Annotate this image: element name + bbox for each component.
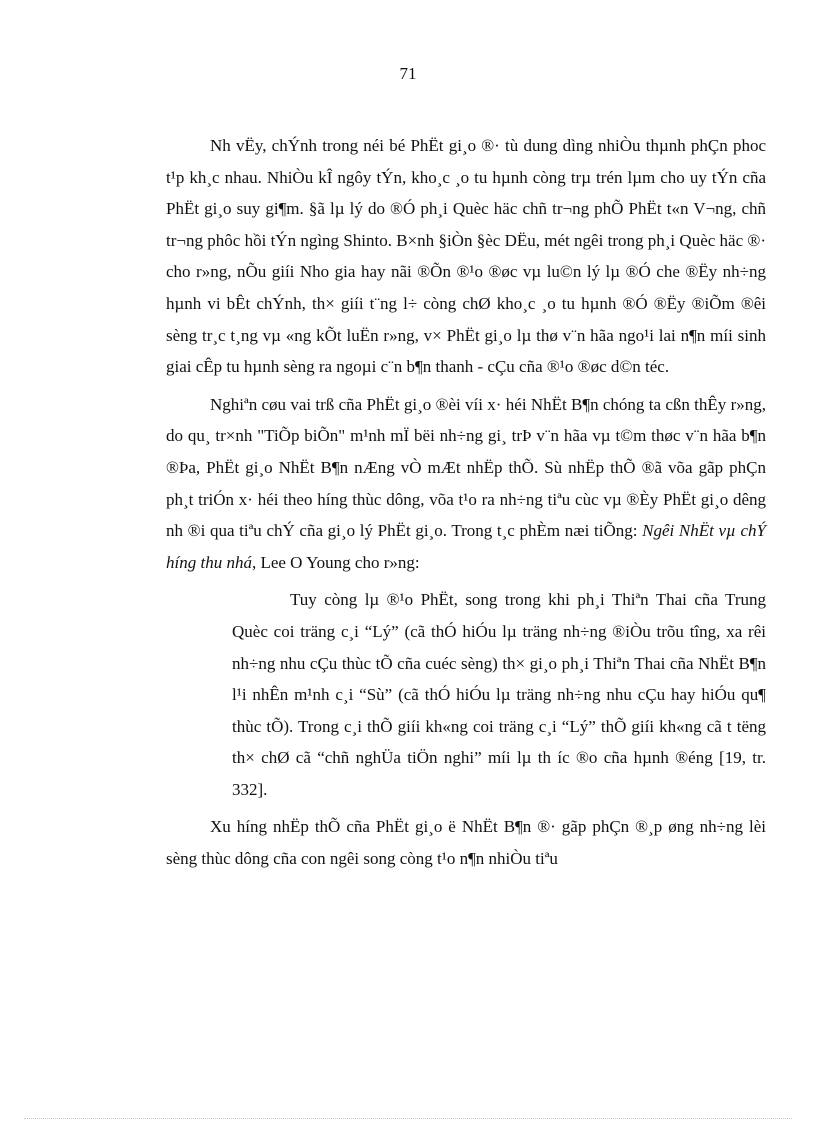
paragraph-2-tail: , Lee O Young cho r»ng: [251,552,420,572]
footer-divider [24,1118,792,1119]
paragraph-2 [166,389,766,579]
book-title: Ngêi NhËt vµ chÝ híng thu nhá [166,521,766,572]
page-number: 71 [399,64,417,83]
body-text [166,130,766,875]
block-quote: Tuy còng lµ ®¹o PhËt, song trong khi ph¸i Thiªn Thai cña Trung Quèc coi träng c¸i “Lý” (cã thÓ hiÓu lµ träng nh÷ng ®iÒu trõu tîng, xa rêi nh÷ng nhu cÇu thùc tÕ cña cuéc sèng) th× gi¸o ph¸i Thiªn Thai cña NhËt B¶n l¹i nhÊn m¹nh c¸i “Sù” (cã thÓ hiÓu lµ träng nh÷ng nhu cÇu hay hiÓu qu¶ thùc tÕ). Trong c¸i thÕ giíi kh«ng coi träng c¸i “Lý” thÕ giíi kh«ng cã t tëng th× chØ cã “chñ nghÜa tiÖn nghi” míi lµ th íc ®o cña hµnh ®éng [19, tr. 332]. [232,590,766,799]
paragraph-1: Nh vËy, chÝnh trong néi bé PhËt gi¸o ®· tù dung dìng nhiÒu thµnh phÇn phoc t¹p kh¸c nhau. NhiÒu kÎ ngôy tÝn, kho¸c ¸o tu hµnh còng trµ trén lµm cho uy tÝn cña PhËt gi¸o suy gi¶m. §ã lµ lý do ®Ó ph¸i Quèc häc chñ tr¬ng phÕ PhËt t«n V¬ng, chñ tr¬ng phôc hồi tÝn ngìng Shinto. B×nh §iÒn §èc DËu, mét ngêi trong ph¸i Quèc häc ®· cho r»ng, nÕu giíi Nho gia hay nãi ®Õn ®¹o ®øc vµ lu©n lý lµ ®Ó che ®Ëy nh÷ng hµnh vi bÊt chÝnh, th× giíi t¨ng l÷ còng chØ kho¸c ¸o tu hµnh ®Ó ®Ëy ®iÕm ®êi sèng tr¸c t¸ng vµ «ng kÕt luËn r»ng, v× PhËt gi¸o lµ thø v¨n hãa ngo¹i lai n¶n míi sinh giai cÊp tu hµnh sèng ra ngoµi c¨n b¶n thanh - cÇu cña ®¹o ®øc d©n téc. [166,136,766,377]
paragraph-2-text: Nghiªn cøu vai trß cña PhËt gi¸o ®èi víi x· héi NhËt B¶n chóng ta cßn thÊy r»ng, do qu¸ tr×nh "TiÕp biÕn" m¹nh mÏ bëi nh÷ng gi¸ trÞ v¨n hãa vµ t©m thøc v¨n hãa b¶n ®Þa, PhËt gi¸o NhËt B¶n nÆng vÒ mÆt nhËp thÕ. Sù nhËp thÕ ®ã võa gãp phÇn ph¸t triÓn x· héi theo híng thùc dông, võa t¹o ra nh÷ng tiªu cùc vµ ®Èy PhËt gi¸o dêng nh ®i qua tiªu chÝ cña gi¸o lý PhËt gi¸o. Trong t¸c phÈm næi tiÕng: [166,394,766,541]
paragraph-3: Xu híng nhËp thÕ cña PhËt gi¸o ë NhËt B¶n ®· gãp phÇn ®¸p øng nh÷ng lèi sèng thùc dông cña con ngêi song còng t¹o n¶n nhiÒu tiªu [166,817,766,869]
